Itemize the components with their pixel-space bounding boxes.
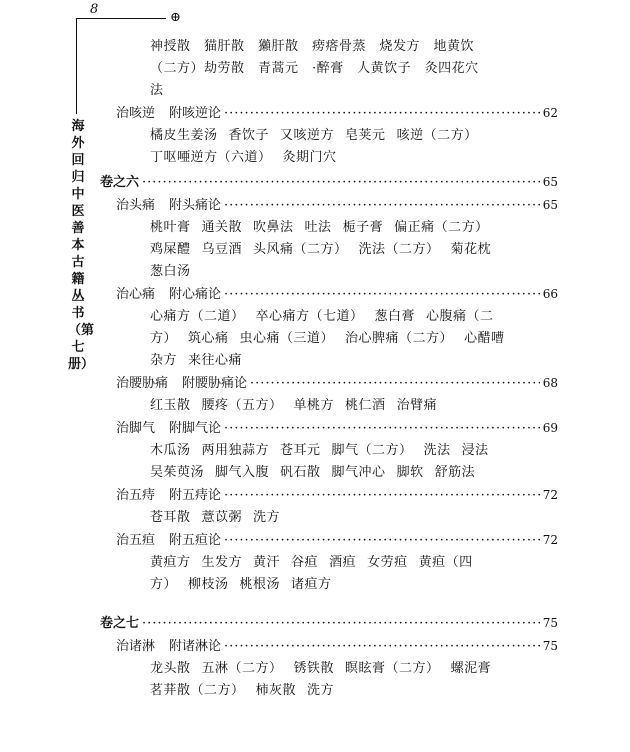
prescription-item: 头风痛（二方） bbox=[253, 242, 348, 257]
prescription-item: 治心脾痛（二方） bbox=[345, 331, 454, 346]
prescription-item: 吴茱萸汤 bbox=[150, 465, 205, 480]
entry-page-number: 65 bbox=[542, 175, 558, 189]
prescription-row bbox=[100, 395, 558, 417]
entry-page-number: 75 bbox=[542, 639, 558, 653]
list-item: （二方）劫劳散 青蒿元 ·醉膏 人黄饮子 灸四花穴 bbox=[150, 61, 479, 76]
prescription-item: 五淋（二方） bbox=[201, 661, 283, 676]
book-series-title: 海外回归中医善本古籍丛书（第七册） bbox=[68, 119, 95, 372]
entry-title bbox=[116, 485, 221, 507]
prescription-item: 又咳逆方 bbox=[280, 128, 335, 143]
dot-leader bbox=[224, 418, 540, 440]
entry-title bbox=[116, 373, 247, 395]
prescription-row bbox=[100, 217, 558, 239]
chapter-entry[interactable] bbox=[100, 529, 558, 552]
prescription-item: 柿灰散 bbox=[255, 683, 297, 698]
entry-page-number: 62 bbox=[542, 106, 558, 120]
prescription-item: 菊花枕 bbox=[450, 242, 492, 257]
entry-page-number: 68 bbox=[542, 376, 558, 390]
prescription-item: 螺泥膏 bbox=[450, 661, 492, 676]
margin-rule bbox=[76, 18, 77, 114]
prescription-item: 龙头散 bbox=[150, 661, 191, 676]
prescription-item: 通关散 bbox=[201, 220, 243, 235]
prescription-row bbox=[100, 350, 558, 372]
prescription-item: 栀子膏 bbox=[342, 220, 384, 235]
prescription-row bbox=[100, 680, 558, 702]
prescription-item: 洗方 bbox=[307, 683, 335, 698]
dot-leader bbox=[224, 195, 540, 217]
prescription-row bbox=[100, 574, 558, 596]
entry-page-number: 69 bbox=[542, 421, 558, 435]
chapter-entry[interactable] bbox=[100, 635, 558, 658]
prescription-item: 黄疸（四 bbox=[418, 555, 473, 570]
entry-title-text: 治脚气 bbox=[116, 421, 156, 436]
chapter-entry[interactable] bbox=[100, 194, 558, 217]
header-rule bbox=[76, 18, 166, 19]
prescription-item: 矾石散 bbox=[280, 465, 321, 480]
entry-title bbox=[100, 613, 139, 635]
prescription-item: 桃叶膏 bbox=[150, 220, 191, 235]
prescription-item: 葱白膏 bbox=[374, 309, 416, 324]
prescription-item: 方） bbox=[150, 577, 178, 592]
prescription-item: 皂荚元 bbox=[345, 128, 386, 143]
crosshair-icon: ⊕ bbox=[170, 10, 181, 25]
prescription-item: 心醋嘈 bbox=[464, 331, 505, 346]
entry-appendix: 附咳逆论 bbox=[169, 106, 222, 121]
dot-leader bbox=[250, 373, 540, 395]
entry-title-text: 治咳逆 bbox=[116, 106, 156, 121]
prescription-item: 苍耳散 bbox=[150, 510, 191, 525]
prescription-item: 桃仁酒 bbox=[345, 398, 386, 413]
prescription-item: 两用独蒜方 bbox=[201, 443, 270, 458]
prescription-item: 洗法（二方） bbox=[358, 242, 440, 257]
prescription-item: 吐法 bbox=[304, 220, 332, 235]
dot-leader bbox=[224, 485, 540, 507]
chapter-entry[interactable] bbox=[100, 372, 558, 395]
prescription-item: 鸡屎醴 bbox=[150, 242, 191, 257]
prescription-item: 来往心痛 bbox=[188, 353, 243, 368]
prescription-item: 治臂痛 bbox=[396, 398, 438, 413]
page-number: 8 bbox=[90, 2, 99, 17]
entry-page-number: 75 bbox=[542, 616, 558, 630]
prescription-item: 柳枝汤 bbox=[188, 577, 229, 592]
chapter-entry[interactable] bbox=[100, 102, 558, 125]
prescription-item: 筑心痛 bbox=[188, 331, 229, 346]
prescription-item: 腰疼（五方） bbox=[201, 398, 283, 413]
entry-title-text: 治心痛 bbox=[116, 287, 156, 302]
prescription-row bbox=[100, 147, 558, 169]
volume-heading[interactable] bbox=[100, 171, 558, 194]
prescription-item: 单桃方 bbox=[293, 398, 335, 413]
prescription-row bbox=[100, 261, 558, 283]
list-item: 神授散 猫肝散 獺肝散 痨瘩骨蒸 烧发方 地黄饮 bbox=[150, 39, 475, 54]
prescription-row bbox=[100, 239, 558, 261]
chapter-entry[interactable] bbox=[100, 283, 558, 306]
prescription-item: 脚软 bbox=[396, 465, 424, 480]
prescription-item: 桃根汤 bbox=[239, 577, 281, 592]
prescription-item: 茗荓散（二方） bbox=[150, 683, 245, 698]
prescription-item: 瞑眩膏（二方） bbox=[345, 661, 440, 676]
dot-leader bbox=[224, 636, 540, 658]
entry-title bbox=[116, 530, 221, 552]
prescription-item: 杂方 bbox=[150, 353, 178, 368]
prescription-item: 偏正痛（二方） bbox=[394, 220, 489, 235]
prescription-item: 脚气（二方） bbox=[331, 443, 413, 458]
entry-title-text: 治头痛 bbox=[116, 198, 156, 213]
prescription-item: 虫心痛（三道） bbox=[239, 331, 335, 346]
prescription-item: 锈铁散 bbox=[293, 661, 335, 676]
entry-page-number: 72 bbox=[542, 488, 558, 502]
prescription-item: 脚气入腹 bbox=[215, 465, 270, 480]
entry-title-text: 治五痔 bbox=[116, 488, 156, 503]
entry-title bbox=[116, 195, 221, 217]
prescription-item: 薏苡粥 bbox=[201, 510, 243, 525]
prescription-item: 女劳疸 bbox=[367, 555, 408, 570]
prescription-item: 卒心痛方（七道） bbox=[255, 309, 364, 324]
prescription-row bbox=[100, 440, 558, 462]
prescription-row bbox=[100, 462, 558, 484]
prescription-row bbox=[100, 306, 558, 328]
prescription-item: 咳逆（二方） bbox=[396, 128, 478, 143]
chapter-entry[interactable] bbox=[100, 417, 558, 440]
dot-leader bbox=[142, 172, 540, 194]
dot-leader bbox=[224, 284, 540, 306]
entry-appendix: 附心痛论 bbox=[169, 287, 222, 302]
entry-appendix: 附五痔论 bbox=[169, 488, 222, 503]
entry-page-number: 72 bbox=[542, 533, 558, 547]
entry-title bbox=[116, 418, 221, 440]
entry-appendix: 附脚气论 bbox=[169, 421, 222, 436]
entry-appendix: 附诸淋论 bbox=[169, 639, 222, 654]
entry-appendix: 附腰胁痛论 bbox=[182, 376, 248, 391]
prescription-item: 葱白汤 bbox=[150, 264, 191, 279]
dot-leader bbox=[142, 613, 540, 635]
prescription-item: 酒疸 bbox=[329, 555, 357, 570]
prescription-item: 心痛方（二道） bbox=[150, 309, 245, 324]
entry-title-text: 卷之六 bbox=[100, 175, 140, 190]
prescription-item: 橘皮生姜汤 bbox=[150, 128, 218, 143]
prescription-row bbox=[100, 328, 558, 350]
entry-page-number: 65 bbox=[542, 198, 558, 212]
entry-title bbox=[100, 172, 139, 194]
prescription-item: 诸疸方 bbox=[291, 577, 332, 592]
prescription-row bbox=[100, 507, 558, 529]
prescription-item: 黄疸方 bbox=[150, 555, 191, 570]
dot-leader bbox=[224, 530, 540, 552]
prescription-item: 谷疸 bbox=[291, 555, 319, 570]
continued-entries bbox=[100, 36, 558, 102]
prescription-row bbox=[100, 125, 558, 147]
entry-title-text: 治五疸 bbox=[116, 533, 156, 548]
prescription-item: 吹鼻法 bbox=[253, 220, 294, 235]
entry-title-text: 治诸淋 bbox=[116, 639, 156, 654]
entry-title bbox=[116, 636, 221, 658]
prescription-item: 灸期门穴 bbox=[282, 150, 337, 165]
prescription-item: 心腹痛（二 bbox=[426, 309, 494, 324]
prescription-item: 洗法 bbox=[423, 443, 451, 458]
entry-title bbox=[116, 284, 221, 306]
entry-title-text: 卷之七 bbox=[100, 616, 140, 631]
prescription-item: 红玉散 bbox=[150, 398, 191, 413]
prescription-item: 方） bbox=[150, 331, 178, 346]
prescription-item: 黄汗 bbox=[253, 555, 281, 570]
prescription-item: 木瓜汤 bbox=[150, 443, 191, 458]
entry-title bbox=[116, 103, 221, 125]
entry-title-text: 治腰胁痛 bbox=[116, 376, 169, 391]
table-of-contents bbox=[100, 36, 558, 702]
volume-heading[interactable] bbox=[100, 612, 558, 635]
entry-page-number: 66 bbox=[542, 287, 558, 301]
chapter-entry[interactable] bbox=[100, 484, 558, 507]
prescription-item: 浸法 bbox=[461, 443, 489, 458]
prescription-item: 丁呕唖逆方（六道） bbox=[150, 150, 272, 165]
dot-leader bbox=[224, 103, 540, 125]
prescription-item: 乌豆酒 bbox=[201, 242, 243, 257]
prescription-row bbox=[100, 552, 558, 574]
prescription-item: 脚气冲心 bbox=[331, 465, 386, 480]
list-item: 法 bbox=[150, 83, 164, 98]
prescription-item: 洗方 bbox=[253, 510, 281, 525]
entry-appendix: 附头痛论 bbox=[169, 198, 222, 213]
entry-appendix: 附五疸论 bbox=[169, 533, 222, 548]
prescription-item: 苍耳元 bbox=[280, 443, 321, 458]
prescription-item: 舒筋法 bbox=[434, 465, 476, 480]
prescription-row bbox=[100, 658, 558, 680]
prescription-item: 香饮子 bbox=[228, 128, 270, 143]
prescription-item: 生发方 bbox=[201, 555, 243, 570]
